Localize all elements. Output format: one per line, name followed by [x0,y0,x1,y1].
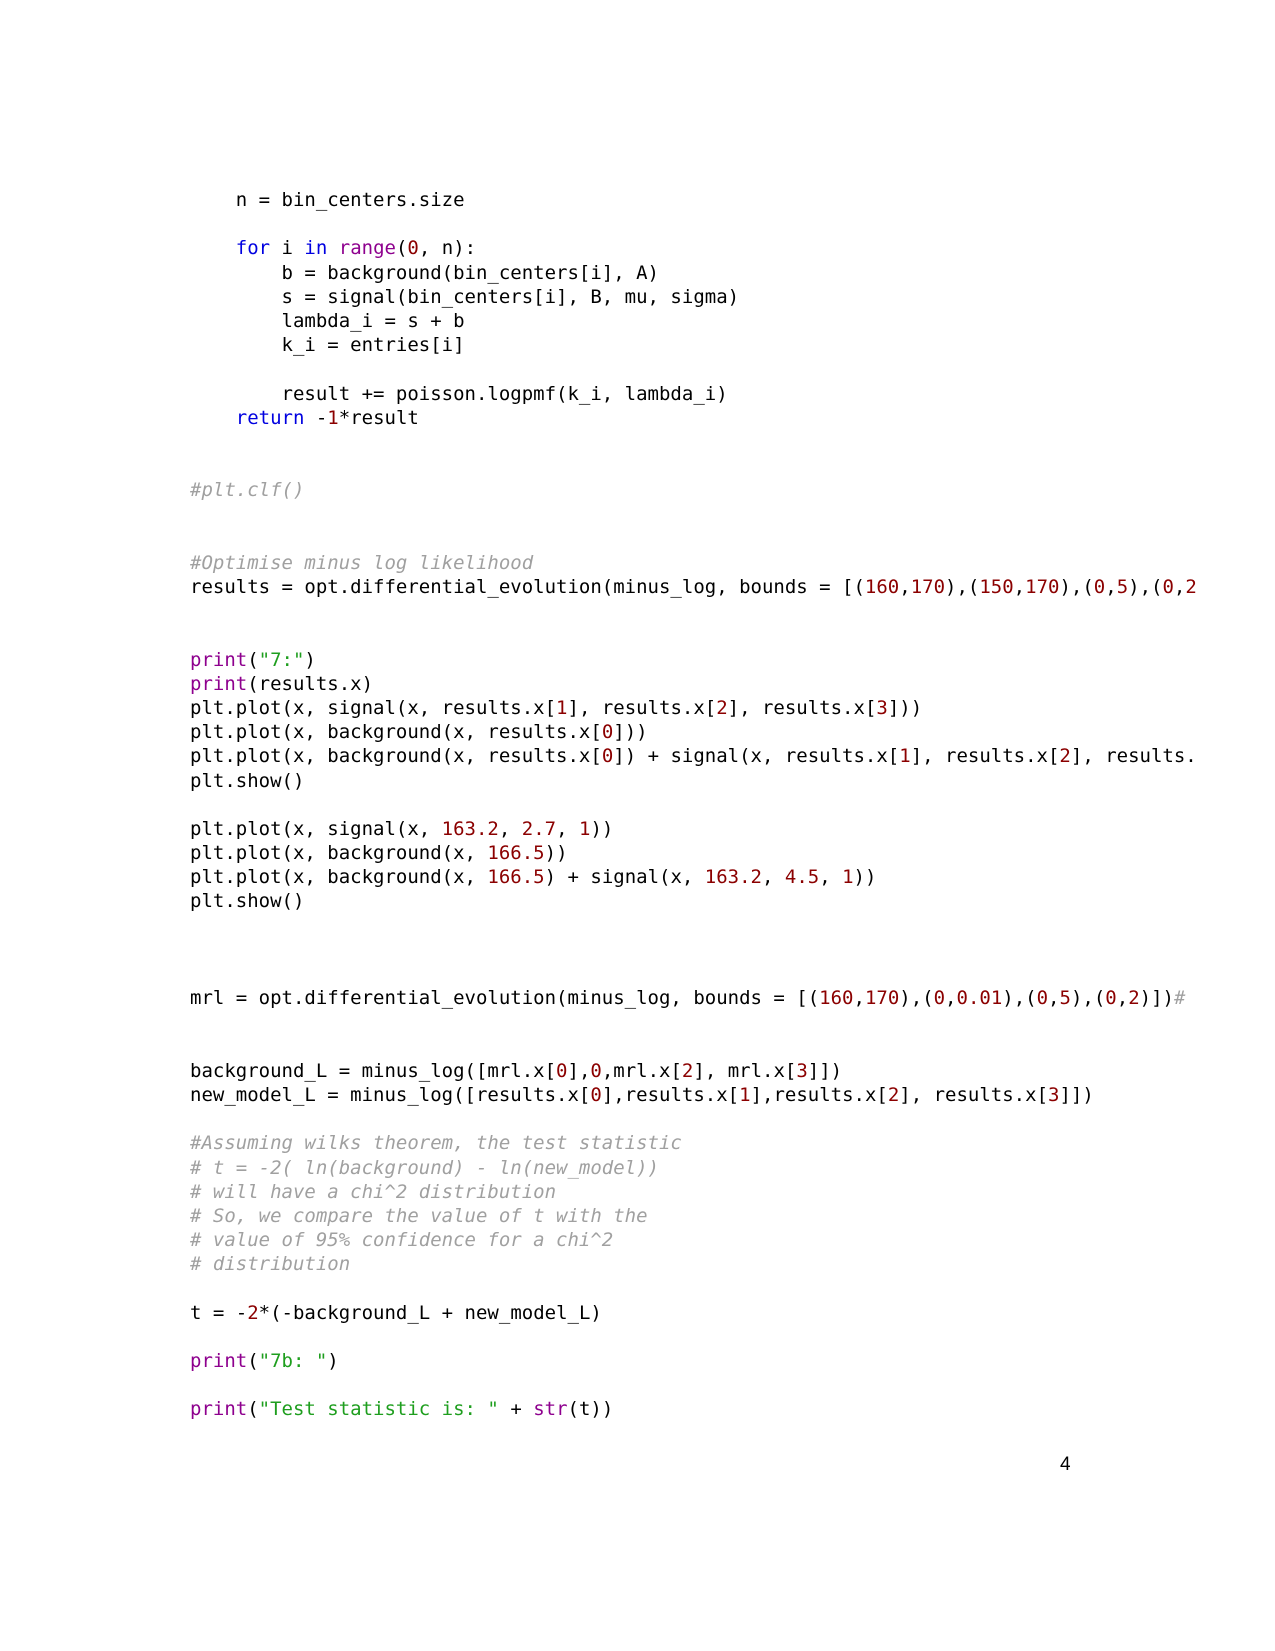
code-line [190,527,1200,551]
code-token: 0 [601,721,614,744]
code-token: , [853,987,865,1010]
code-token: )]) [1139,987,1174,1010]
code-line [190,1373,1200,1397]
code-token: 150 [979,576,1014,598]
code-token: ),( [1070,987,1106,1010]
code-token: ]) + signal(x, results.x[ [613,745,900,768]
code-token: return [235,406,305,429]
code-comment: # will have a chi^2 distribution [190,1180,557,1203]
code-token: , [945,987,957,1010]
code-token: )) [590,817,614,840]
code-token: ),( [1059,576,1094,598]
code-token: print [190,648,248,671]
code-token: 1 [556,696,568,719]
code-token: "7b: " [258,1350,328,1372]
code-line [190,1131,1200,1155]
code-line [190,454,1200,478]
code-line [190,502,1200,526]
code-line [190,1156,1200,1180]
code-line [190,382,1200,406]
code-line [190,744,1200,768]
code-token: 0 [1093,576,1106,598]
code-token: , [899,576,911,598]
code-comment: #Assuming wilks theorem, the test statistic [190,1132,682,1155]
code-line [190,1301,1200,1325]
code-token: ,mrl.x[ [601,1059,682,1082]
code-token: ]]) [1059,1083,1094,1106]
code-line [190,1035,1200,1059]
code-token: 0 [601,745,614,768]
code-token: 0 [933,987,946,1010]
code-token: print [190,1350,248,1372]
code-comment: # distribution [190,1253,351,1276]
code-line [190,309,1200,333]
code-token: plt.plot(x, background(x, [190,866,488,889]
code-token: ) [327,1350,339,1372]
code-line [190,575,1200,599]
code-token: ], results. [1070,745,1197,768]
code-line [190,914,1200,938]
code-token: 170 [910,576,946,598]
code-comment: #Optimise minus log likelihood [190,551,534,574]
code-line [190,817,1200,841]
code-line [190,1204,1200,1228]
code-token: 160 [864,576,900,598]
code-token: for [235,237,271,260]
code-line [190,1083,1200,1107]
code-token: ], [567,1059,591,1082]
code-line [190,406,1200,430]
code-token: 166.5 [487,842,545,865]
code-line [190,430,1200,454]
code-token [327,237,338,259]
code-token: ),( [1128,576,1163,598]
code-token: - [304,406,328,429]
code-token: , [1048,987,1060,1010]
code-line [190,1349,1200,1373]
code-line [190,648,1200,672]
code-line [190,1276,1200,1300]
code-token: ], results.x[ [910,745,1060,768]
code-comment: #plt.clf() [190,479,305,502]
code-token: 2 [1059,745,1071,768]
code-token: 2 [681,1059,694,1082]
code-token: , [761,866,785,889]
code-token: ),( [899,987,934,1010]
code-token: plt.show() [190,769,305,792]
code-line [190,841,1200,865]
code-line [190,212,1200,236]
code-token: print [190,672,248,695]
code-line [190,1252,1200,1276]
code-token: , [556,817,579,840]
code-token [190,407,236,429]
code-line [190,261,1200,285]
code-token: ])) [613,721,648,744]
code-token: 170 [864,987,900,1010]
code-token: results = opt.differential_evolution(minus_log, bounds = [( [190,576,865,598]
code-line [190,285,1200,309]
code-token: 160 [819,987,854,1010]
code-token: range [338,237,396,260]
code-token: 170 [1025,576,1060,598]
code-line [190,1180,1200,1204]
code-token: ], results.x[ [727,696,877,719]
code-token: s = signal(bin_centers[i], B, mu, sigma) [190,285,740,308]
code-comment: # So, we compare the value of t with the [190,1204,648,1227]
code-token: 0 [1162,576,1174,598]
code-token: plt.plot(x, background(x, [190,842,488,865]
code-token: 163.2 [441,817,499,840]
code-token: ],results.x[ [601,1083,740,1106]
code-token: plt.show() [190,890,305,913]
code-token: (results.x) [247,672,374,695]
code-token: 0 [556,1059,568,1082]
code-line [190,236,1200,260]
code-token [190,237,236,259]
code-token: 2 [716,696,728,719]
code-line [190,938,1200,962]
code-line [190,1059,1200,1083]
code-token: ),( [945,576,980,598]
code-token: ], results.x[ [567,696,717,719]
code-token: )) [853,866,877,889]
code-token: ], mrl.x[ [693,1059,797,1082]
code-token: ),( [1002,987,1037,1010]
code-token: lambda_i = s + b [190,309,465,332]
code-token: 0 [590,1059,602,1082]
code-token: *(-background_L + new_model_L) [258,1301,602,1324]
code-line [190,623,1200,647]
code-token: ], results.x[ [899,1083,1049,1106]
code-line [190,1228,1200,1252]
code-token: 1 [739,1083,751,1106]
code-token: 2 [1128,987,1140,1010]
code-line [190,1107,1200,1131]
code-token: 0 [407,237,419,260]
code-token: b = background(bin_centers[i], A) [190,261,659,284]
code-token: i [270,237,305,260]
code-line [190,478,1200,502]
code-token: "7:" [258,648,305,671]
code-token: ]]) [807,1059,843,1082]
code-line [190,1397,1200,1421]
code-line [190,188,1200,212]
code-token: , [819,866,843,889]
code-token: , [1173,576,1186,598]
page-number: 4 [1060,1454,1071,1475]
code-token: ) [304,648,316,671]
code-token: + [498,1398,534,1421]
code-token: 2 [1185,576,1197,598]
code-token: mrl = opt.differential_evolution(minus_log, bounds = [( [190,987,820,1010]
code-token: str [533,1398,568,1421]
code-line [190,357,1200,381]
code-line [190,696,1200,720]
code-token: (t)) [567,1398,614,1421]
code-token: 5 [1059,987,1071,1010]
code-comment: # t = -2( ln(background) - ln(new_model)) [190,1156,659,1179]
code-token: ( [395,237,408,260]
code-token: , [1116,987,1129,1010]
code-line [190,599,1200,623]
code-token: ( [247,1398,259,1421]
code-token: , [1105,576,1117,598]
code-token: 0 [590,1083,602,1106]
code-token: , [498,817,522,840]
code-token: 163.2 [704,866,762,889]
code-token: , [1013,576,1026,598]
code-comment: # value of 95% confidence for a chi^2 [190,1229,614,1252]
code-line [190,720,1200,744]
code-token: plt.plot(x, background(x, results.x[ [190,721,602,744]
code-token: result += poisson.logpmf(k_i, lambda_i) [190,382,728,405]
code-token: 0.01 [956,987,1003,1010]
code-token: new_model_L = minus_log([results.x[ [190,1083,591,1106]
code-line [190,986,1200,1010]
code-token: 4.5 [784,866,820,889]
code-token: 0 [1105,987,1117,1010]
code-token: print [190,1398,248,1421]
code-line [190,672,1200,696]
code-token: 5 [1116,576,1129,598]
code-comment: # [1173,987,1186,1010]
code-token: , n): [418,237,477,260]
code-token: 0 [1036,987,1049,1010]
code-token: ) + signal(x, [544,866,705,889]
code-token: 3 [796,1059,808,1082]
code-token: plt.plot(x, signal(x, results.x[ [190,696,557,719]
code-token: 166.5 [487,866,545,889]
code-token: k_i = entries[i] [190,334,465,357]
code-line [190,962,1200,986]
code-token: "Test statistic is: " [258,1398,499,1421]
code-token: 1 [842,866,854,889]
code-line [190,1325,1200,1349]
code-listing [190,188,1200,1422]
code-line [190,769,1200,793]
code-token: t = - [190,1301,248,1324]
code-line [190,333,1200,357]
code-token: in [304,237,328,260]
code-token: n = bin_centers.size [190,189,465,211]
code-token: 1 [327,406,339,429]
code-line [190,551,1200,575]
code-token: plt.plot(x, background(x, results.x[ [190,745,602,768]
code-line [190,1010,1200,1034]
code-line [190,865,1200,889]
code-token: 2.7 [521,817,557,840]
code-line [190,793,1200,817]
code-token: ( [247,1350,259,1372]
code-token: 2 [247,1301,259,1324]
code-token: )) [544,842,568,865]
code-token: 3 [1048,1083,1060,1106]
code-token: 3 [876,696,888,719]
code-token: background_L = minus_log([mrl.x[ [190,1059,557,1082]
code-token: plt.plot(x, signal(x, [190,817,442,840]
code-token: *result [338,406,419,429]
code-token: 1 [899,745,911,768]
code-line [190,889,1200,913]
code-token: ],results.x[ [750,1083,888,1106]
code-token: 2 [887,1083,900,1106]
code-token: ( [247,648,259,671]
code-token: ])) [887,696,923,719]
code-token: 1 [578,817,591,840]
